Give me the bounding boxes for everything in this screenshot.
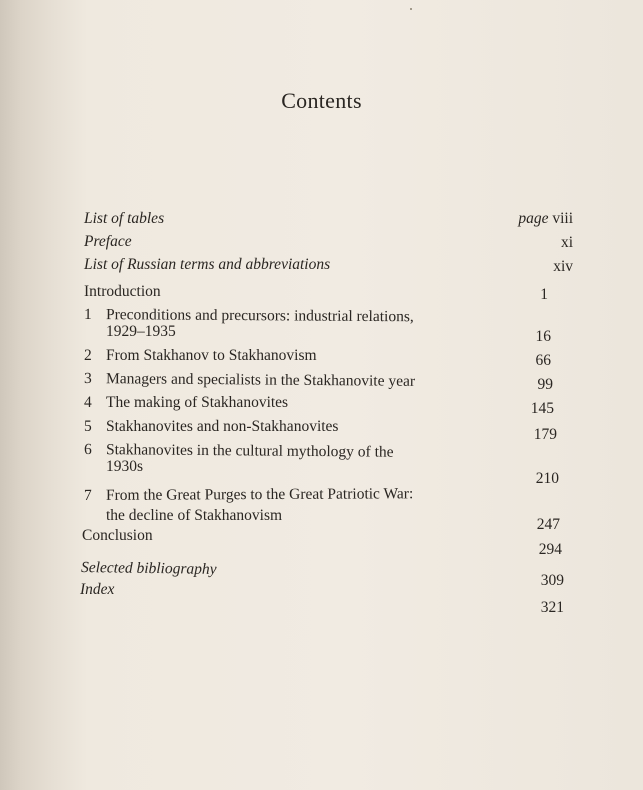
toc-entry-page	[518, 210, 573, 228]
toc-chapter-title-continued: the decline of Stakhanovism	[106, 507, 283, 524]
toc-entry-page: 179	[533, 426, 557, 443]
toc-chapter-title	[84, 418, 338, 436]
toc-entry-title: Introduction	[84, 283, 161, 300]
toc-entry-title: Preface	[84, 233, 132, 250]
paper-speck	[410, 8, 412, 10]
toc-entry-title: Conclusion	[82, 527, 153, 544]
toc-chapter-title	[84, 347, 317, 365]
chapter-number: 5	[84, 418, 92, 435]
toc-entry-page: 16	[535, 328, 551, 345]
chapter-title-text: From the Great Purges to the Great Patriotic War:	[105, 485, 414, 504]
chapter-title-text: Stakhanovites and non-Stakhanovites	[106, 418, 339, 435]
toc-chapter-title-continued: 1929–1935	[106, 323, 176, 340]
chapter-title-text: The making of Stakhanovites	[106, 394, 289, 411]
toc-entry-title: List of tables	[84, 210, 165, 227]
toc-entry-page: 66	[535, 352, 551, 369]
page-prefix: page	[518, 210, 549, 227]
toc-entry-page: 247	[536, 516, 560, 533]
toc-entry-page: 210	[535, 470, 559, 487]
toc-entry-page: 1	[540, 286, 548, 303]
chapter-number: 4	[84, 394, 92, 411]
toc-entry-page: 99	[537, 376, 553, 393]
toc-entry-title: Selected bibliography	[80, 559, 217, 578]
toc-entry-page: 309	[540, 572, 564, 589]
toc-entry-page: 145	[530, 400, 554, 417]
page-title: Contents	[281, 88, 362, 113]
chapter-number: 6	[83, 441, 92, 459]
chapter-title-text: From Stakhanov to Stakhanovism	[106, 347, 317, 364]
toc-entry-title: List of Russian terms and abbreviations	[84, 256, 331, 273]
chapter-number: 7	[83, 486, 92, 504]
toc-entry-page: xi	[560, 234, 573, 251]
chapter-number: 2	[84, 347, 92, 364]
toc-chapter-title	[84, 485, 413, 505]
book-spine-shadow	[0, 0, 52, 790]
chapter-title-text: Stakhanovites in the cultural mythology of the	[105, 441, 394, 461]
toc-entry-page: xiv	[553, 258, 573, 275]
toc-chapter-title	[84, 370, 415, 391]
toc-entry-page: 321	[540, 599, 564, 616]
toc-chapter-title	[84, 394, 288, 412]
toc-entry-title: Index	[80, 581, 115, 598]
toc-chapter-title-continued: 1930s	[106, 458, 144, 475]
chapter-number: 1	[83, 306, 92, 324]
toc-entry-page: 294	[538, 541, 562, 558]
chapter-title-text: Managers and specialists in the Stakhanovite year	[105, 370, 416, 390]
chapter-number: 3	[83, 370, 92, 388]
toc-page-number: viii	[552, 210, 573, 227]
chapter-title-text: Preconditions and precursors: industrial relations,	[105, 306, 414, 326]
